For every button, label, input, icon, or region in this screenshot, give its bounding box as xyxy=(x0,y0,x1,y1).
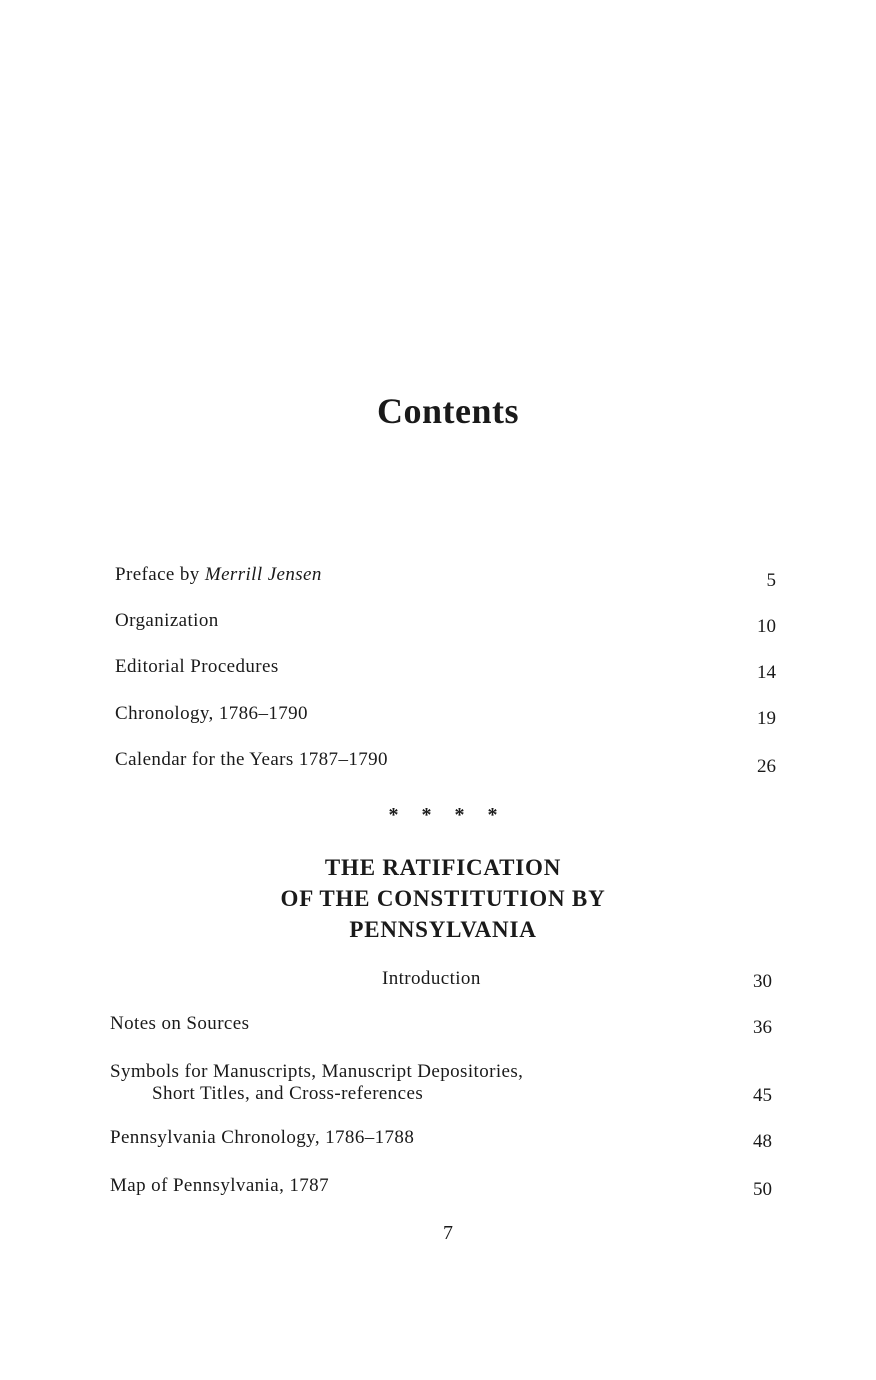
section-heading-line: THE RATIFICATION xyxy=(324,855,562,880)
toc-entry-label-continued: Short Titles, and Cross-references xyxy=(152,1083,424,1104)
toc-page-number: 19 xyxy=(757,708,776,729)
toc-page-number: 26 xyxy=(757,756,776,777)
toc-entry-notes-on-sources[interactable] xyxy=(110,1013,249,1035)
toc-entry-symbols[interactable] xyxy=(110,1061,523,1105)
toc-entry-editorial-procedures[interactable] xyxy=(115,656,279,678)
toc-entry-organization[interactable] xyxy=(115,610,219,632)
toc-page-number: 10 xyxy=(757,616,776,637)
toc-page-number: 48 xyxy=(753,1131,772,1152)
toc-page-number: 45 xyxy=(753,1085,772,1106)
toc-entry-label: Pennsylvania Chronology, 1786–1788 xyxy=(110,1127,415,1148)
toc-entry-label: Symbols for Manuscripts, Manuscript Depositories, xyxy=(110,1061,524,1082)
toc-page-number: 30 xyxy=(753,971,772,992)
toc-page-number: 50 xyxy=(753,1179,772,1200)
toc-entry-label: Introduction xyxy=(382,968,481,989)
toc-entry-author: Merrill Jensen xyxy=(204,564,322,585)
toc-entry-label: Chronology, 1786–1790 xyxy=(115,703,308,724)
toc-entry-label: Editorial Procedures xyxy=(115,656,279,677)
toc-entry-preface[interactable] xyxy=(115,564,322,586)
toc-entry-label: Map of Pennsylvania, 1787 xyxy=(110,1175,329,1196)
toc-entry-label: Calendar for the Years 1787–1790 xyxy=(115,749,388,770)
toc-page-number: 36 xyxy=(753,1017,772,1038)
toc-entry-pennsylvania-chronology[interactable] xyxy=(110,1127,414,1149)
toc-page-number: 14 xyxy=(757,662,776,683)
toc-entry-label: Organization xyxy=(115,610,219,631)
section-heading-line: OF THE CONSTITUTION BY xyxy=(280,886,606,911)
toc-entry-map[interactable] xyxy=(110,1175,329,1197)
section-separator: * * * * xyxy=(388,804,498,826)
section-heading xyxy=(0,852,876,945)
toc-entry-calendar[interactable] xyxy=(115,749,388,771)
toc-page-number: 5 xyxy=(766,570,776,591)
section-heading-line: PENNSYLVANIA xyxy=(349,917,537,942)
toc-entry-introduction[interactable] xyxy=(382,968,481,990)
toc-entry-label: Notes on Sources xyxy=(110,1013,250,1034)
toc-entry-label: Preface by xyxy=(115,564,205,585)
toc-entry-chronology[interactable] xyxy=(115,703,308,725)
page-title: Contents xyxy=(376,391,519,431)
page-folio: 7 xyxy=(443,1222,453,1244)
